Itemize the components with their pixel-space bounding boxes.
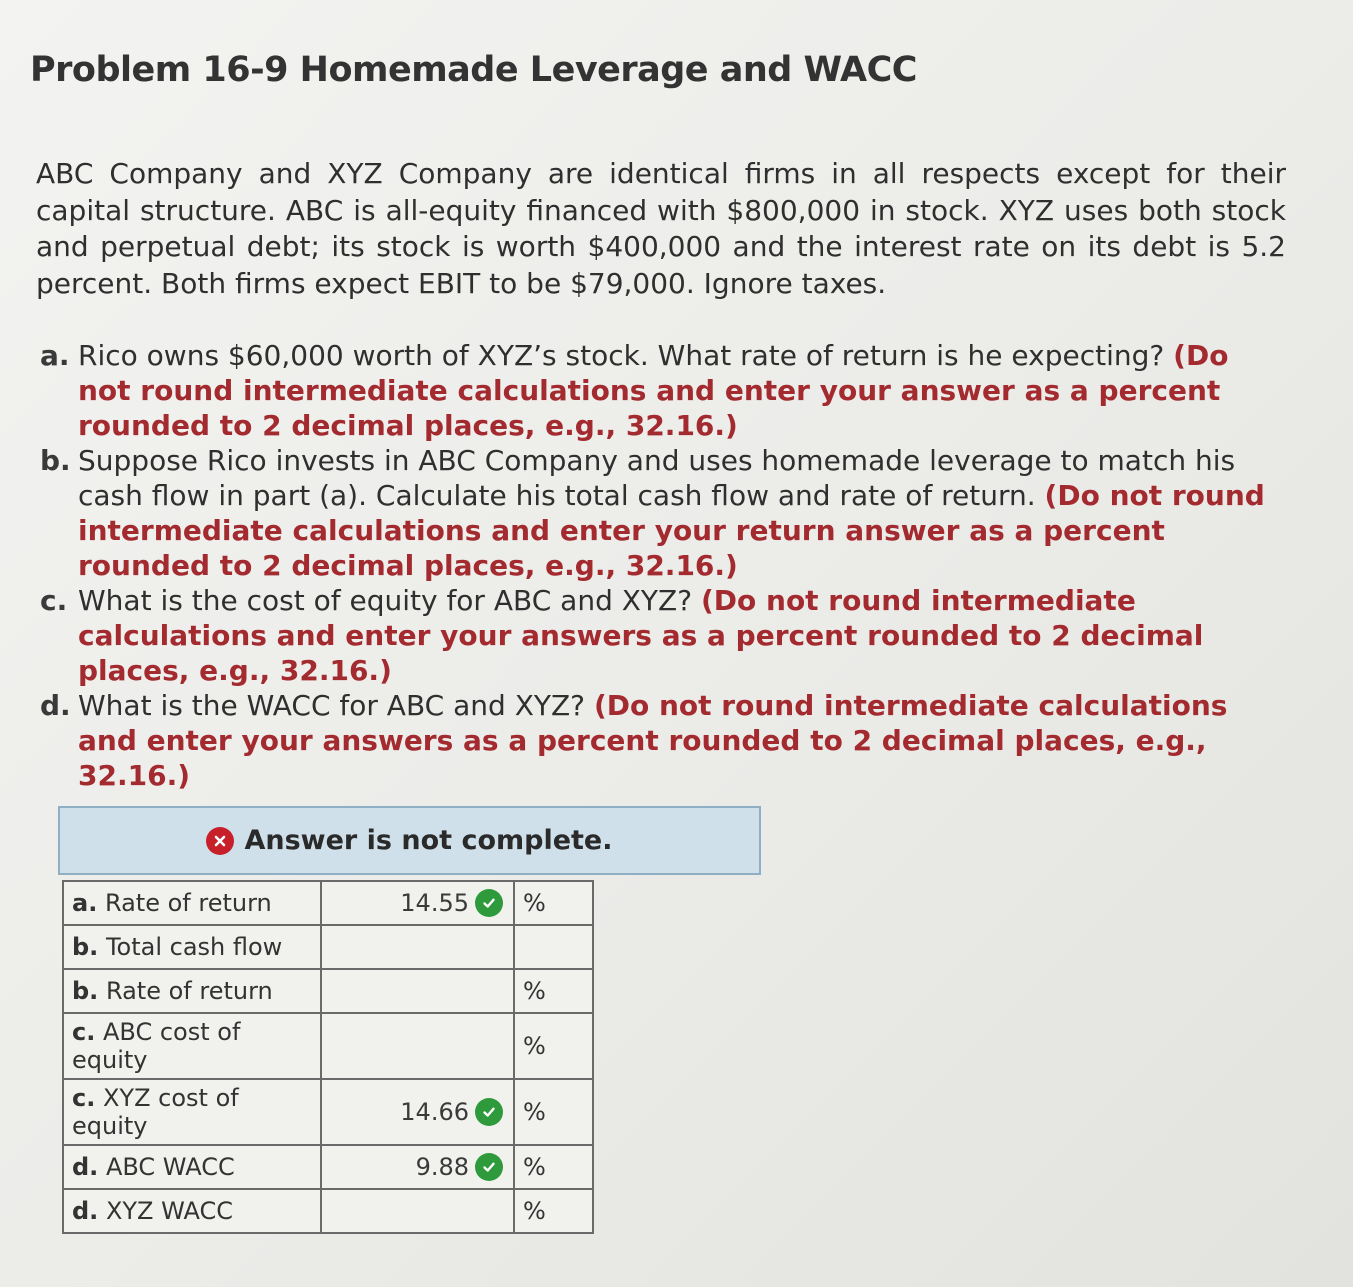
question-a bbox=[40, 338, 1290, 443]
question-letter: d. bbox=[40, 689, 71, 722]
problem-intro: ABC Company and XYZ Company are identical firms in all respects except for their capital structure. ABC is all-equity financed with $800,000 in stock. XYZ uses both stock and perpetual debt; its stock is worth $400,000 and the interest rate on its debt is 5.2 percent. Both firms expect EBIT to be $79,000. Ignore taxes. bbox=[36, 157, 1286, 300]
question-list bbox=[40, 338, 1290, 793]
row-label: b. Total cash flow bbox=[63, 925, 321, 969]
question-text: Rico owns $60,000 worth of XYZ’s stock. What rate of return is he expecting? bbox=[78, 339, 1165, 372]
question-b bbox=[40, 443, 1290, 583]
question-instruction: (Do not round intermediate calculations and enter your answers as a percent rounded to 2 decimal places, e.g., 32.16.) bbox=[78, 584, 1204, 687]
answer-input-d-abc-wacc[interactable]: 9.88 bbox=[321, 1145, 514, 1189]
answer-input-c-xyz-equity[interactable]: 14.66 bbox=[321, 1079, 514, 1145]
answer-table bbox=[62, 880, 594, 1234]
row-label: c. ABC cost of equity bbox=[63, 1013, 321, 1079]
question-instruction: (Do not round intermediate calculations and enter your return answer as a percent rounded to 2 decimal places, e.g., 32.16.) bbox=[78, 479, 1265, 582]
question-c bbox=[40, 583, 1290, 688]
table-row bbox=[63, 925, 593, 969]
question-letter: a. bbox=[40, 339, 70, 372]
row-label: a. Rate of return bbox=[63, 881, 321, 925]
unit-label: % bbox=[514, 969, 593, 1013]
table-row bbox=[63, 1013, 593, 1079]
row-label: c. XYZ cost of equity bbox=[63, 1079, 321, 1145]
question-text: What is the WACC for ABC and XYZ? bbox=[78, 689, 586, 722]
unit-label: % bbox=[514, 881, 593, 925]
table-row bbox=[63, 1145, 593, 1189]
unit-label: % bbox=[514, 1189, 593, 1233]
row-label: d. XYZ WACC bbox=[63, 1189, 321, 1233]
question-letter: b. bbox=[40, 444, 71, 477]
check-circle-icon bbox=[475, 889, 503, 917]
unit-label: % bbox=[514, 1013, 593, 1079]
row-label: b. Rate of return bbox=[63, 969, 321, 1013]
answer-input-b-cash-flow[interactable] bbox=[321, 925, 514, 969]
question-letter: c. bbox=[40, 584, 68, 617]
page-title: Problem 16-9 Homemade Leverage and WACC bbox=[30, 50, 917, 90]
answer-status-banner bbox=[58, 806, 761, 875]
answer-input-a-rate[interactable]: 14.55 bbox=[321, 881, 514, 925]
answer-input-b-rate[interactable] bbox=[321, 969, 514, 1013]
check-circle-icon bbox=[475, 1153, 503, 1181]
unit-label: % bbox=[514, 1145, 593, 1189]
answer-input-c-abc-equity[interactable] bbox=[321, 1013, 514, 1079]
question-text: Suppose Rico invests in ABC Company and uses homemade leverage to match his cash flow in part (a). Calculate his total cash flow and rate of return. bbox=[78, 444, 1236, 512]
status-text: Answer is not complete. bbox=[244, 825, 613, 856]
answer-input-d-xyz-wacc[interactable] bbox=[321, 1189, 514, 1233]
table-row bbox=[63, 881, 593, 925]
check-circle-icon bbox=[475, 1098, 503, 1126]
question-text: What is the cost of equity for ABC and XYZ? bbox=[78, 584, 693, 617]
row-label: d. ABC WACC bbox=[63, 1145, 321, 1189]
unit-label: % bbox=[514, 1079, 593, 1145]
x-circle-icon bbox=[206, 827, 234, 855]
unit-label bbox=[514, 925, 593, 969]
question-instruction: (Do not round intermediate calculations and enter your answers as a percent rounded to 2 decimal places, e.g., 32.16.) bbox=[78, 689, 1228, 792]
table-row bbox=[63, 1189, 593, 1233]
table-row bbox=[63, 969, 593, 1013]
question-instruction: (Do not round intermediate calculations and enter your answer as a percent rounded to 2 decimal places, e.g., 32.16.) bbox=[78, 339, 1229, 442]
question-d bbox=[40, 688, 1290, 793]
table-row bbox=[63, 1079, 593, 1145]
